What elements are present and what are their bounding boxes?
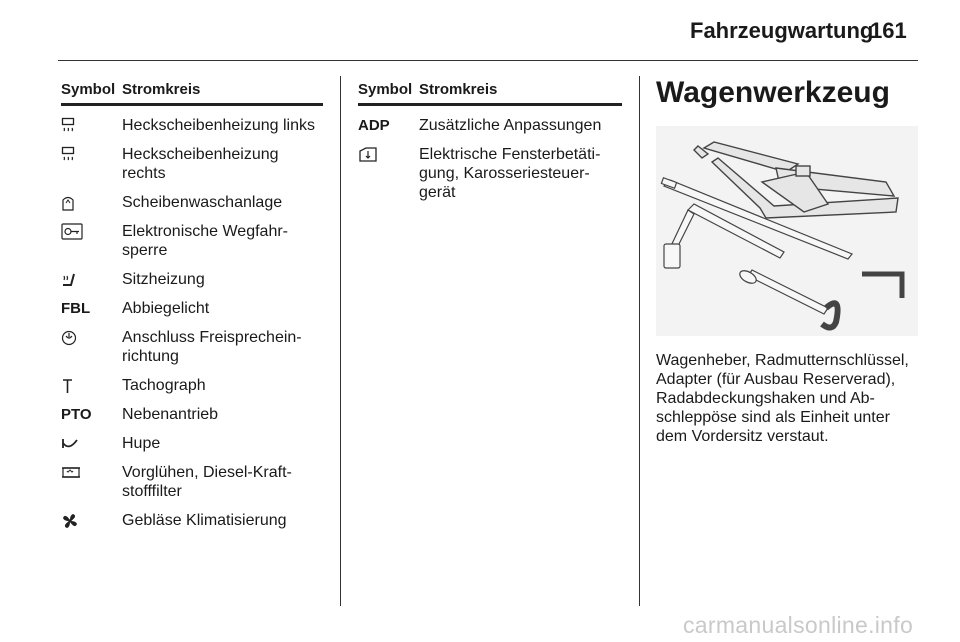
- fuse-table-right: [358, 76, 622, 202]
- row-label: Heckscheibenheizung rechts: [122, 146, 279, 182]
- glow-plug-icon: [61, 463, 122, 501]
- vehicle-tools-illustration: [656, 126, 918, 336]
- figure-caption: Wagenheber, Radmutternschlüssel, Adapter (für Ausbau Reserverad), Radabdeckungshaken und Ab-schleppöse sind als Einheit unter dem Vordersitz verstaut.: [656, 352, 909, 445]
- column-header-circuit: Stromkreis: [419, 81, 498, 98]
- table-row: [61, 222, 323, 260]
- page-number: 161: [870, 18, 907, 43]
- table-header-rule: [358, 103, 622, 106]
- row-label: Vorglühen, Diesel-Kraft-stofffilter: [122, 464, 292, 500]
- row-label: Abbiegelicht: [122, 300, 210, 317]
- power-window-icon: [358, 145, 419, 202]
- column-header-symbol: Symbol: [61, 81, 116, 98]
- fan-icon: [61, 511, 122, 530]
- row-label: Gebläse Klimatisierung: [122, 512, 287, 529]
- table-row: [61, 116, 323, 135]
- table-row: [61, 299, 323, 318]
- hook-icon: [738, 268, 838, 327]
- column-divider-2: [639, 76, 640, 606]
- rear-window-heater-right-icon: [61, 145, 122, 183]
- header-divider: [58, 60, 918, 61]
- row-symbol: PTO: [61, 406, 92, 423]
- table-row: [61, 145, 323, 183]
- horn-icon: [61, 434, 122, 453]
- table-row: [61, 193, 323, 212]
- row-label: Nebenantrieb: [122, 406, 219, 423]
- tachograph-icon: [61, 376, 122, 395]
- rear-window-heater-left-icon: [61, 116, 122, 135]
- row-symbol: ADP: [358, 117, 390, 134]
- row-label: Elektronische Wegfahr-sperre: [122, 223, 288, 259]
- row-label: Tachograph: [122, 377, 206, 394]
- row-label: Hupe: [122, 435, 161, 452]
- table-row: [358, 145, 622, 202]
- seat-heating-icon: [61, 270, 122, 289]
- table-header: [61, 76, 323, 98]
- table-row: [61, 328, 323, 366]
- hands-free-icon: [61, 328, 122, 366]
- row-label: Anschluss Freisprechein-richtung: [122, 329, 302, 365]
- section-title: Wagenwerkzeug: [656, 76, 890, 109]
- table-row: [61, 270, 323, 289]
- windshield-washer-icon: [61, 193, 122, 212]
- watermark: carmanualsonline.info: [683, 612, 914, 638]
- table-row: [61, 511, 323, 530]
- row-label: Heckscheibenheizung links: [122, 117, 315, 134]
- page-header-title: Fahrzeugwartung: [690, 18, 874, 43]
- row-label: Zusätzliche Anpassungen: [419, 117, 602, 134]
- table-row: [61, 463, 323, 501]
- hex-key-icon: [862, 274, 902, 298]
- fuse-table-left: [61, 76, 323, 530]
- table-row: [61, 376, 323, 395]
- column-header-circuit: Stromkreis: [122, 81, 201, 98]
- table-row: [358, 116, 622, 135]
- table-row: [61, 405, 323, 424]
- table-header: [358, 76, 622, 98]
- table-row: [61, 434, 323, 453]
- row-label: Sitzheizung: [122, 271, 205, 288]
- table-header-rule: [61, 103, 323, 106]
- column-divider-1: [340, 76, 341, 606]
- immobiliser-key-icon: [61, 222, 122, 260]
- row-symbol: FBL: [61, 300, 91, 317]
- row-label: Elektrische Fensterbetäti-gung, Karosseriesteuer-gerät: [419, 146, 601, 201]
- column-header-symbol: Symbol: [358, 81, 413, 98]
- row-label: Scheibenwaschanlage: [122, 194, 283, 211]
